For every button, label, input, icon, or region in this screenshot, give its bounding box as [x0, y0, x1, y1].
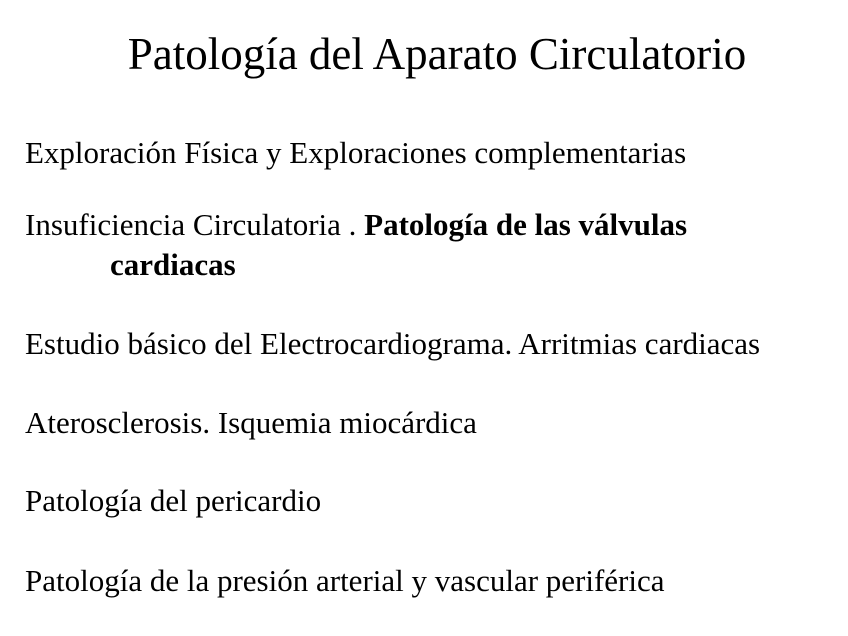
- list-item-insuficiencia: [25, 205, 687, 285]
- list-item-bold-text: Patología de las válvulas: [364, 207, 688, 242]
- list-item-pericardio: [25, 481, 321, 521]
- list-item-bold-continuation: cardiacas: [110, 247, 236, 282]
- list-item-aterosclerosis: [25, 403, 477, 443]
- list-item-presion-arterial: [25, 561, 665, 601]
- list-item-text: Patología del pericardio: [25, 483, 322, 518]
- list-item-electrocardiograma: [25, 324, 760, 364]
- slide-title: Patología del Aparato Circulatorio: [127, 29, 747, 79]
- list-item-text: Insuficiencia Circulatoria .: [25, 207, 365, 242]
- list-item-exploracion: [25, 133, 686, 173]
- list-item-text: Estudio básico del Electrocardiograma. Arritmias cardiacas: [25, 326, 761, 361]
- list-item-text: Aterosclerosis. Isquemia miocárdica: [25, 405, 477, 440]
- list-item-text: Patología de la presión arterial y vascular periférica: [25, 563, 665, 598]
- list-item-text: Exploración Física y Exploraciones complementarias: [25, 135, 687, 170]
